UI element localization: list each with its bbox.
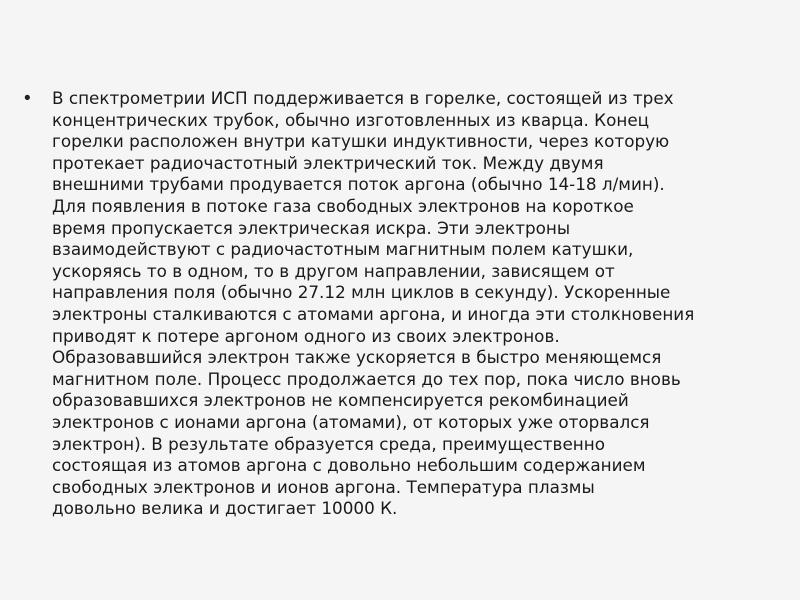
paragraph-line: горелки расположен внутри катушки индуктивности, через которую <box>52 131 670 152</box>
bullet-paragraph <box>24 88 784 520</box>
paragraph-line: электроны сталкиваются с атомами аргона, и иногда эти столкновения <box>52 303 695 324</box>
paragraph-line: В спектрометрии ИСП поддерживается в горелке, состоящей из трех <box>52 88 674 108</box>
paragraph-line: магнитном поле. Процесс продолжается до тех пор, пока число вновь <box>52 368 681 389</box>
paragraph-line: взаимодействуют с радиочастотным магнитным полем катушки, <box>52 239 634 260</box>
paragraph-line: ускоряясь то в одном, то в другом направлении, зависящем от <box>52 260 615 281</box>
paragraph-line: довольно велика и достигает 10000 К. <box>52 498 398 519</box>
bullet-dot-icon: • <box>24 88 31 109</box>
paragraph-line: время пропускается электрическая искра. Эти электроны <box>52 217 571 238</box>
paragraph-text <box>52 88 784 520</box>
paragraph-line: Для появления в потоке газа свободных электронов на короткое <box>52 195 634 216</box>
paragraph-line: концентрических трубок, обычно изготовленных из кварца. Конец <box>52 109 650 130</box>
paragraph-line: свободных электронов и ионов аргона. Температура плазмы <box>52 476 595 497</box>
paragraph-line: электрон). В результате образуется среда, преимущественно <box>52 433 605 454</box>
paragraph-line: состоящая из атомов аргона с довольно небольшим содержанием <box>52 455 646 476</box>
paragraph-line: протекает радиочастотный электрический ток. Между двумя <box>52 152 604 173</box>
paragraph-line: образовавшихся электронов не компенсируется рекомбинацией <box>52 390 629 411</box>
paragraph-line: приводят к потере аргоном одного из своих электронов. <box>52 325 560 346</box>
paragraph-line: направления поля (обычно 27.12 млн циклов в секунду). Ускоренные <box>52 282 671 303</box>
paragraph-line: Образовавшийся электрон также ускоряется в быстро меняющемся <box>52 347 662 368</box>
paragraph-line: внешними трубами продувается поток аргона (обычно 14-18 л/мин). <box>52 174 665 195</box>
paragraph-line: электронов с ионами аргона (атомами), от которых уже оторвался <box>52 411 650 432</box>
